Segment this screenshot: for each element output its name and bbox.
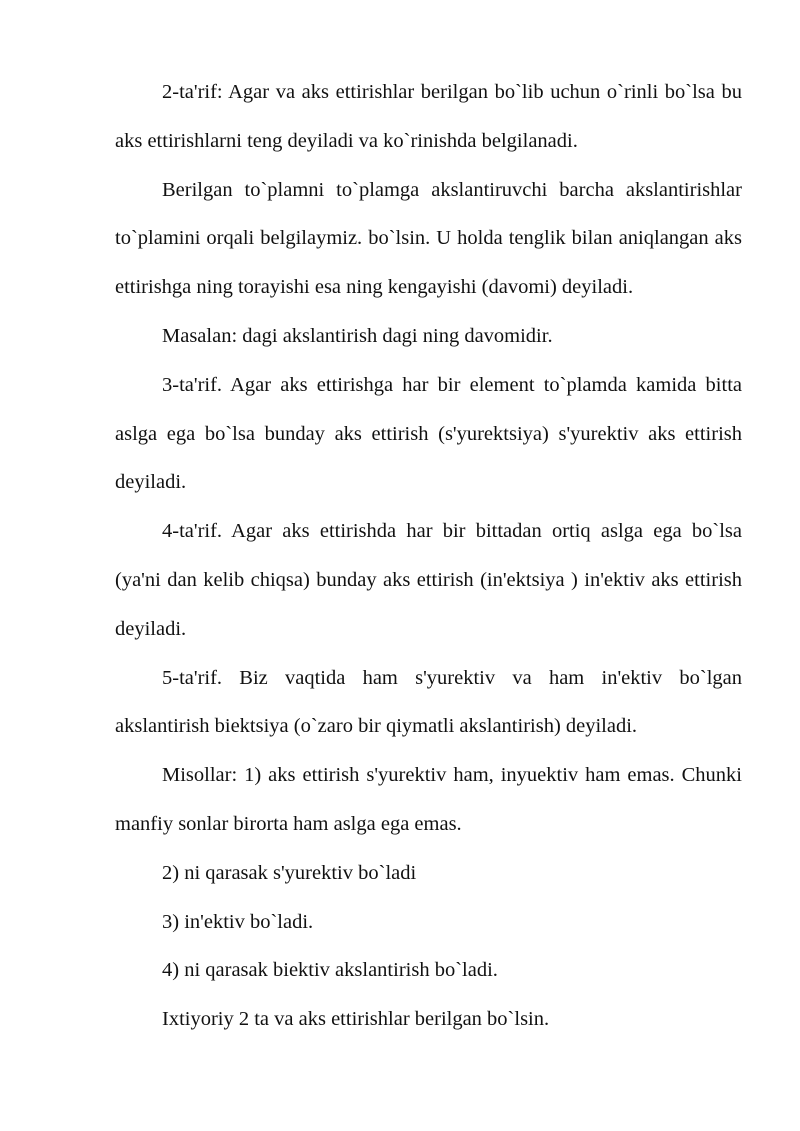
paragraph-examples-3: 3) in'ektiv bo`ladi.: [162, 910, 314, 933]
paragraph-definition-2: 2-ta'rif: Agar va aks ettirishlar berilgan bo`lib uchun o`rinli bo`lsa bu aks ettirishlarni teng deyiladi va ko`rinishda belgilanadi.: [115, 81, 742, 152]
paragraph-definition-4: 4-ta'rif. Agar aks ettirishda har bir bittadan ortiq aslga ega bo`lsa (ya'ni dan kelib chiqsa) bunday aks ettirish (in'ektsiya ) in'ektiv aks ettirish deyiladi.: [115, 520, 742, 640]
paragraph-example: Masalan: dagi akslantirish dagi ning davomidir.: [162, 324, 553, 347]
document-page: [115, 68, 742, 1044]
paragraph-restriction-extension: Berilgan to`plamni to`plamga akslantiruvchi barcha akslantirishlar to`plamini orqali belgilaymiz. bo`lsin. U holda tenglik bilan aniqlangan aks ettirishga ning torayishi esa ning kengayishi (davomi) deyiladi.: [115, 178, 742, 299]
paragraph-definition-3: 3-ta'rif. Agar aks ettirishga har bir element to`plamda kamida bitta aslga ega bo`lsa bunday aks ettirish (s'yurektsiya) s'yurektiv aks ettirish deyiladi.: [115, 373, 742, 494]
paragraph-definition-5: 5-ta'rif. Biz vaqtida ham s'yurektiv va ham in'ektiv bo`lgan akslantirish biektsiya (o`zaro bir qiymatli akslantirish) deyiladi.: [115, 666, 742, 738]
paragraph-examples-2: 2) ni qarasak s'yurektiv bo`ladi: [162, 861, 417, 884]
paragraph-examples-4: 4) ni qarasak biektiv akslantirish bo`ladi.: [162, 959, 498, 982]
paragraph-examples-1: Misollar: 1) aks ettirish s'yurektiv ham, inyuektiv ham emas. Chunki manfiy sonlar birorta ham aslga ega emas.: [115, 764, 742, 835]
paragraph-arbitrary-mappings: Ixtiyoriy 2 ta va aks ettirishlar berilgan bo`lsin.: [162, 1008, 550, 1031]
